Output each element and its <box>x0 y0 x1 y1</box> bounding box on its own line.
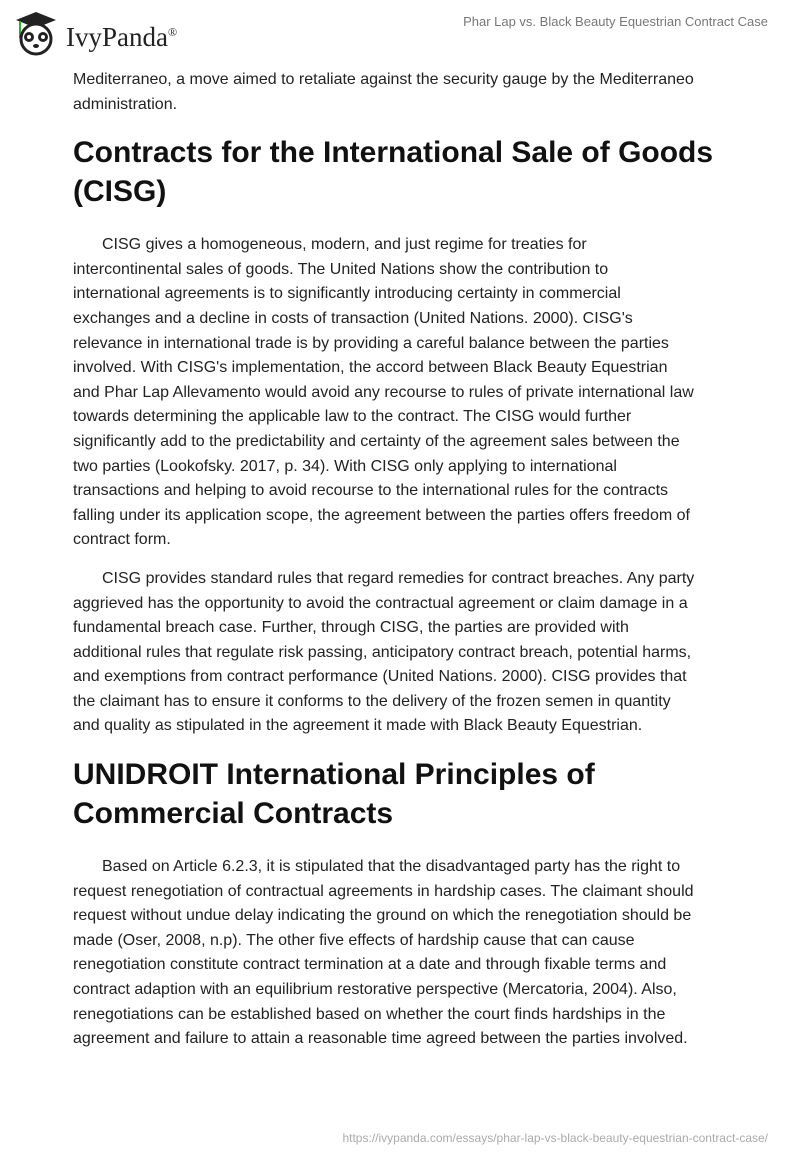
text-line: two parties (Lookofsky. 2017, p. 34). With CISG only applying to international <box>73 457 617 475</box>
text-line: and exemptions from contract performance (United Nations. 2000). CISG provides that <box>73 668 687 686</box>
text-line: administration. <box>73 95 178 113</box>
text-line: renegotiations can be established based on whether the court finds hardships in the <box>73 1005 666 1023</box>
text-line: the claimant has to ensure it conforms to the delivery of the frozen semen in quantity <box>73 692 671 710</box>
text-line: exchanges and a decline in costs of transaction (United Nations. 2000). CISG's <box>73 309 633 327</box>
text-line: relevance in international trade is by providing a careful balance between the parties <box>73 334 669 352</box>
text-line: intercontinental sales of goods. The United Nations show the contribution to <box>73 260 609 278</box>
text-line: and quality as stipulated in the agreement it made with Black Beauty Equestrian. <box>73 717 643 735</box>
section-heading-unidroit: UNIDROIT International Principles of Commercial Contracts <box>73 758 595 831</box>
text-line: Based on Article 6.2.3, it is stipulated that the disadvantaged party has the right to <box>102 858 681 876</box>
text-line: request renegotiation of contractual agreements in hardship cases. The claimant should <box>73 882 694 900</box>
text-line: contract adaption with an equilibrium restorative perspective (Mercatoria, 2004). Also, <box>73 981 677 999</box>
text-line: and Phar Lap Allevamento would avoid any recourse to rules of private international law <box>73 383 694 401</box>
paragraph <box>73 567 753 739</box>
text-line: fundamental breach case. Further, through CISG, the parties are provided with <box>73 619 629 637</box>
text-line: contract form. <box>73 531 171 549</box>
text-line: aggrieved has the opportunity to avoid the contractual agreement or claim damage in a <box>73 594 688 612</box>
text-line: CISG gives a homogeneous, modern, and just regime for treaties for <box>102 236 587 254</box>
text-line: Mediterraneo, a move aimed to retaliate against the security gauge by the Mediterraneo <box>73 71 694 88</box>
paragraph <box>73 68 753 117</box>
text-line: falling under its application scope, the agreement between the parties offers freedom of <box>73 506 690 524</box>
section-heading-cisg: Contracts for the International Sale of Goods (CISG) <box>73 136 714 209</box>
text-line: made (Oser, 2008, n.p). The other five effects of hardship cause that can cause <box>73 931 635 949</box>
text-line: renegotiation constitute contract termination at a date and through fixable terms and <box>73 956 667 974</box>
text-line: transactions and helping to avoid recourse to the international rules for the contracts <box>73 482 669 500</box>
logo[interactable] <box>12 8 177 56</box>
paragraph <box>73 855 753 1052</box>
header <box>0 0 800 60</box>
text-line: CISG provides standard rules that regard remedies for contract breaches. Any party <box>102 569 695 587</box>
text-line: involved. With CISG's implementation, the accord between Black Beauty Equestrian <box>73 359 668 377</box>
essay-content <box>73 68 753 1066</box>
text-line: agreement and failure to attain a reasonable time agreed between the parties involved. <box>73 1030 688 1048</box>
text-line: international agreements is to significantly introducing certainty in commercial <box>73 285 621 303</box>
logo-text: IvyPanda® <box>66 21 178 52</box>
text-line: additional rules that regulate risk passing, anticipatory contract breach, potential harms, <box>73 643 692 661</box>
text-line: significantly add to the predictability and certainty of the agreement sales between the <box>73 432 680 450</box>
document-title: Phar Lap vs. Black Beauty Equestrian Contract Case <box>463 14 768 29</box>
source-url[interactable]: https://ivypanda.com/essays/phar-lap-vs-black-beauty-equestrian-contract-case/ <box>342 1131 768 1145</box>
text-line: request without undue delay indicating the ground on which the renegotiation should be <box>73 907 692 925</box>
paragraph <box>73 233 753 553</box>
panda-graduate-icon <box>12 8 60 56</box>
text-line: towards determining the applicable law to the contract. The CISG would further <box>73 408 632 426</box>
